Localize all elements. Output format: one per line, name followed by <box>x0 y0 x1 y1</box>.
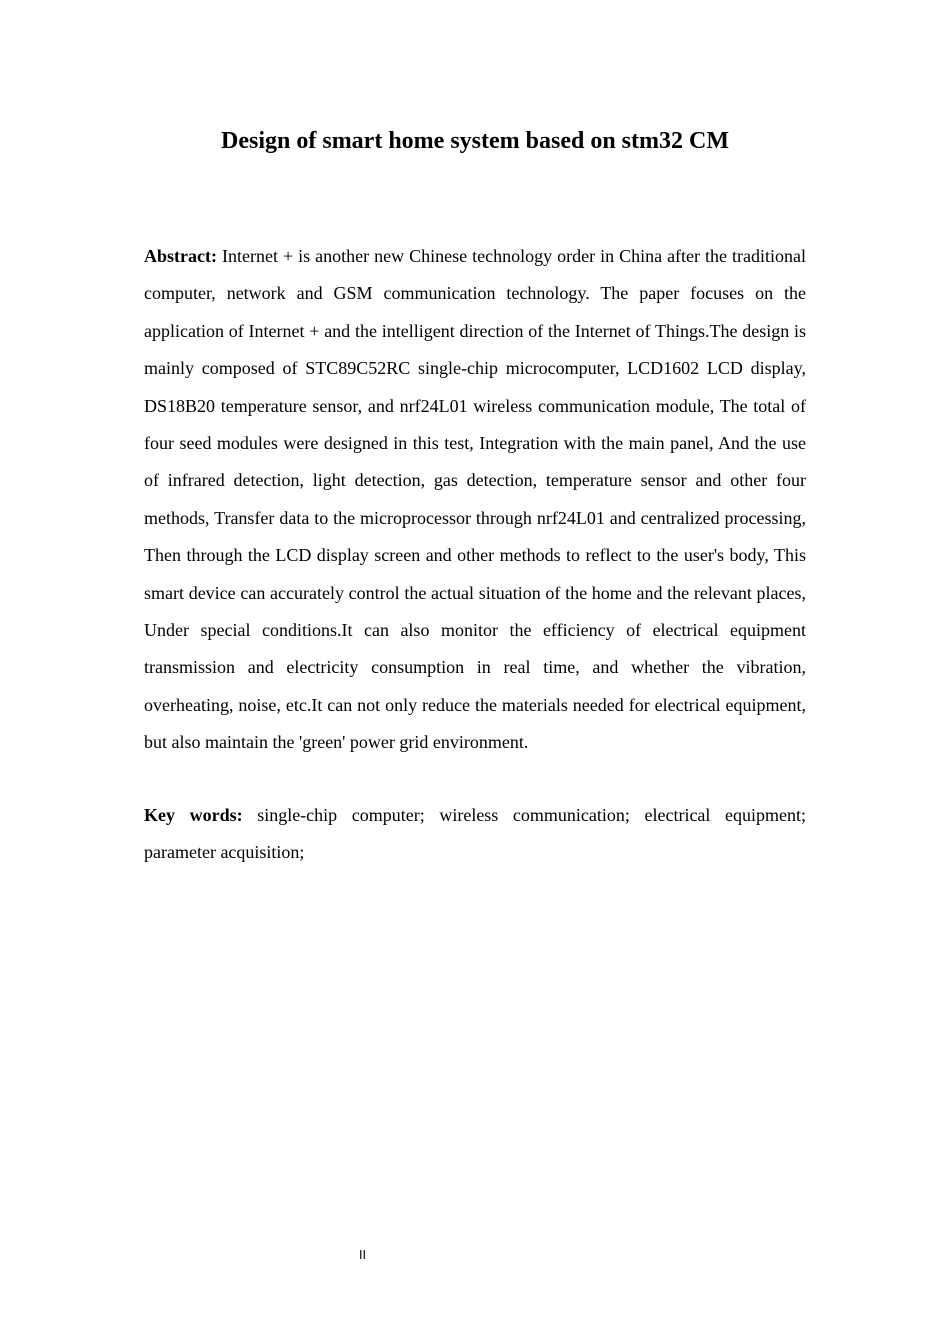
page-title: Design of smart home system based on stm32 CM <box>221 128 729 154</box>
keywords-paragraph <box>144 797 806 872</box>
page-number: II <box>359 1248 367 1262</box>
abstract-label: Abstract: <box>144 246 217 266</box>
abstract-paragraph <box>144 238 806 762</box>
keywords-text: single-chip computer; wireless communication; electrical equipment; parameter acquisition; <box>144 805 806 863</box>
keywords-label: Key words: <box>144 805 243 825</box>
abstract-text: Internet + is another new Chinese technology order in China after the traditional computer, network and GSM communication technology. The paper focuses on the application of Internet + and the intelligent direction of the Internet of Things.The design is mainly composed of STC89C52RC single-chip microcomputer, LCD1602 LCD display, DS18B20 temperature sensor, and nrf24L01 wireless communication module, The total of four seed modules were designed in this test, Integration with the main panel, And the use of infrared detection, light detection, gas detection, temperature sensor and other four methods, Transfer data to the microprocessor through nrf24L01 and centralized processing, Then through the LCD display screen and other methods to reflect to the user's body, This smart device can accurately control the actual situation of the home and the relevant places, Under special conditions.It can also monitor the efficiency of electrical equipment transmission and electricity consumption in real time, and whether the vibration, overheating, noise, etc.It can not only reduce the materials needed for electrical equipment, but also maintain the 'green' power grid environment. <box>144 246 807 753</box>
